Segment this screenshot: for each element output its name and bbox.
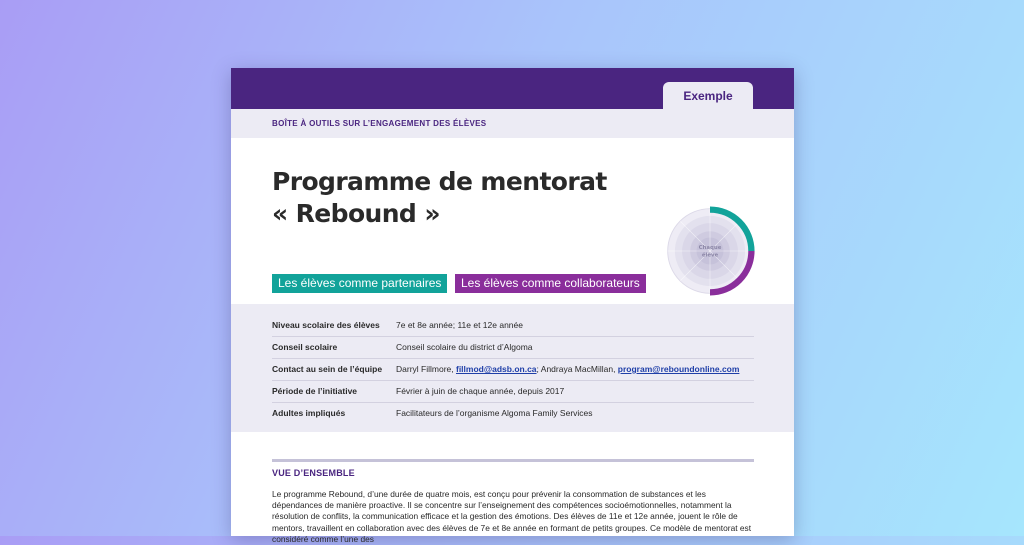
info-row (272, 380, 754, 403)
wheel-center-line-1: Chaque (698, 245, 722, 252)
title-line-1: Programme de mentorat (272, 167, 607, 196)
info-value: 7e et 8e année; 11e et 12e année (396, 320, 523, 330)
info-label: Période de l’initiative (272, 386, 358, 396)
partners-badge: Les élèves comme partenaires (272, 274, 447, 293)
info-value (396, 364, 739, 374)
info-label: Conseil scolaire (272, 342, 338, 352)
info-label: Contact au sein de l’équipe (272, 364, 383, 374)
info-row (272, 314, 754, 337)
info-row (272, 358, 754, 381)
contact-email-link-1[interactable]: fillmod@adsb.on.ca (455, 364, 537, 374)
toolbox-bar (231, 109, 794, 138)
info-value: Février à juin de chaque année, depuis 2017 (396, 386, 565, 396)
info-row (272, 402, 754, 424)
overview-paragraph: Le programme Rebound, d’une durée de quatre mois, est conçu pour prévenir la consommation de substances et les dépendances de manière proactive. Il se concentre sur l’enseignement des compétences socioémotionnelles, notamment la résolution de conflits, la communication efficace et la gestion des émotions. Des élèves de 11e et 12e année, jouent le rôle de mentors, travaillent en collaboration avec des élèves de 7e et 8e année en formant de petits groupes. Ce modèle de mentorat est considéré comme l’une des (272, 489, 752, 544)
contact-text-1: Darryl Fillmore, (396, 364, 456, 374)
page-title (272, 166, 607, 230)
info-row (272, 336, 754, 359)
toolbox-label: BOÎTE À OUTILS SUR L’ENGAGEMENT DES ÉLÈVES (272, 119, 487, 128)
info-table (231, 304, 794, 432)
wheel-center-line-2: élève (701, 252, 719, 259)
document-page (231, 68, 794, 544)
section-divider (272, 459, 754, 462)
info-label: Adultes impliqués (272, 408, 346, 418)
info-value: Facilitateurs de l’organisme Algoma Family Services (396, 408, 593, 418)
overview-heading: VUE D’ENSEMBLE (272, 468, 355, 478)
info-value: Conseil scolaire du district d’Algoma (396, 342, 533, 352)
info-label: Niveau scolaire des élèves (272, 320, 380, 330)
title-line-2: « Rebound » (272, 199, 440, 228)
engagement-wheel-icon (665, 206, 755, 296)
collaborators-badge: Les élèves comme collaborateurs (455, 274, 646, 293)
contact-email-link-2[interactable]: program@reboundonline.com (617, 364, 740, 374)
example-tab[interactable]: Exemple (663, 82, 753, 110)
contact-text-2: ; Andraya MacMillan, (536, 364, 618, 374)
